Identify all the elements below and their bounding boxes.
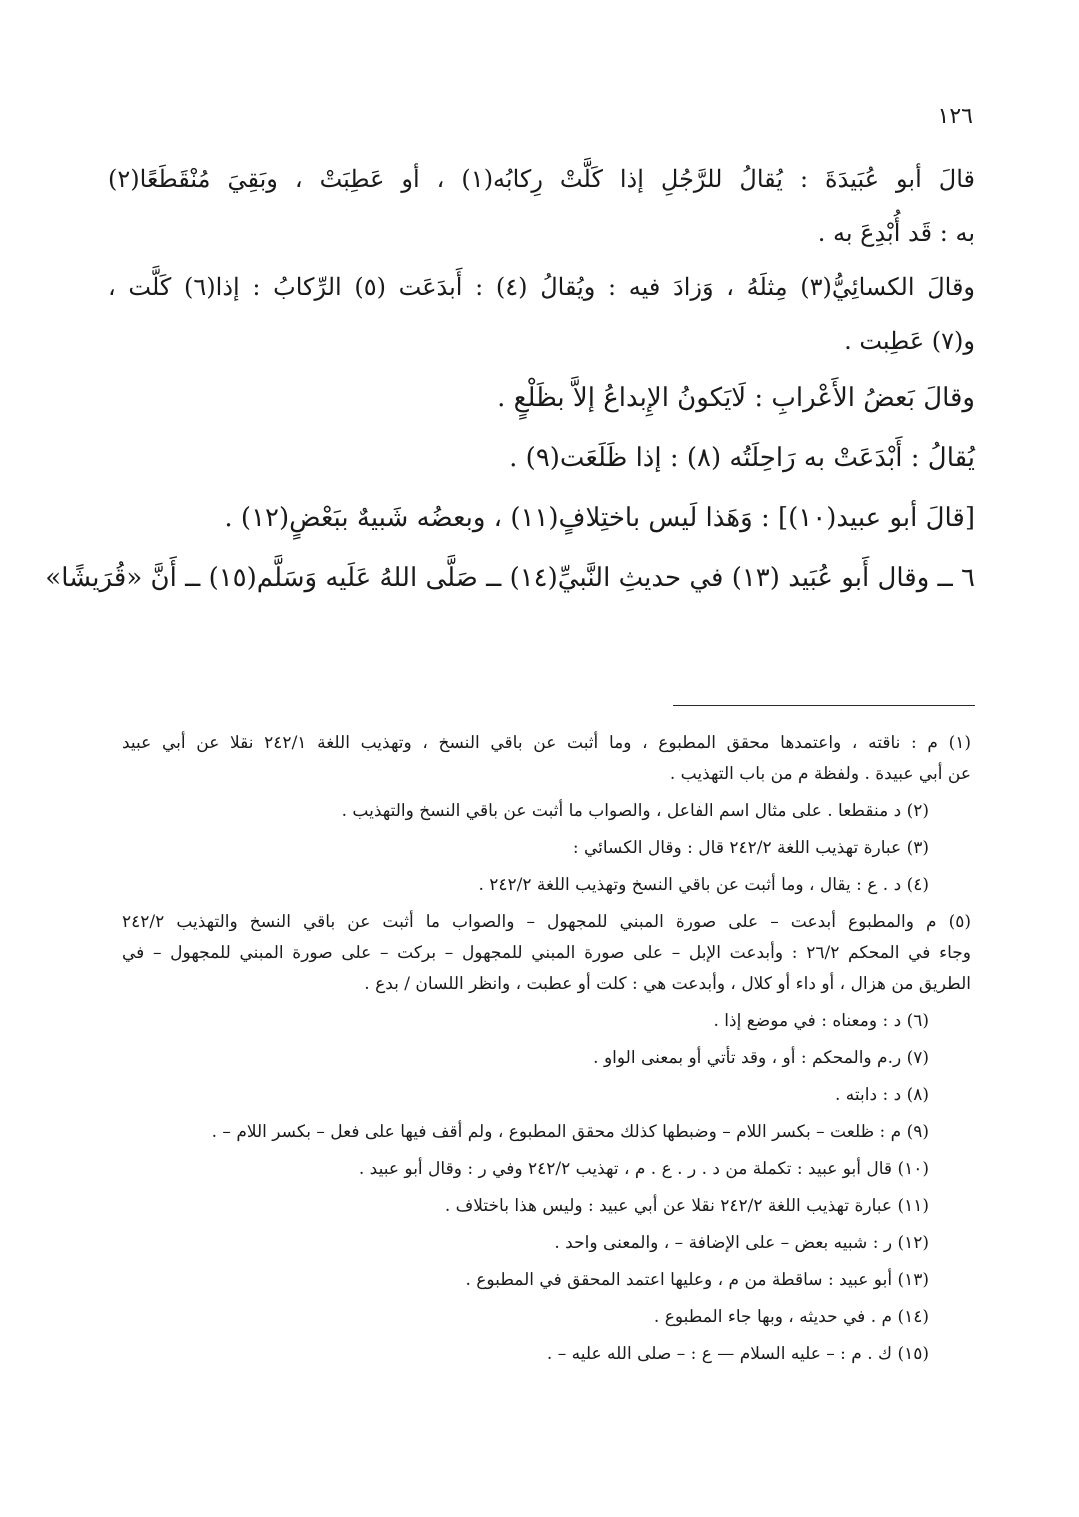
- main-text-line: ٦ ــ وقال أَبو عُبَيد (١٣) في حديثِ النَّبيِّ(١٤) ــ صَلَّى اللهُ عَلَيه وَسَلَّم(١٥) ــ أَنَّ «قُرَيشًا»: [45, 563, 975, 593]
- footnote-line: (٨) د : دابته .: [835, 1085, 929, 1105]
- main-text-line: وقالَ الكسائِيُّ(٣) مِثلَهُ ، وَزادَ فيه : ويُقالُ (٤) : أَبدَعَت (٥) الرِّكابُ : إذا(٦) كَلَّت ،: [108, 273, 976, 301]
- footnote-line: (١٣) أبو عبيد : ساقطة من م ، وعليها اعتمد المحقق في المطبوع .: [465, 1270, 929, 1290]
- main-text-line: وقالَ بَعضُ الأَعْرابِ : لَايَكونُ الإِبداعُ إلاَّ بظَلْعٍ .: [497, 383, 975, 413]
- main-text-line: به : قَد أُبْدِعَ به .: [817, 219, 975, 247]
- footnote-line: (٣) عبارة تهذيب اللغة ٢٤٢/٢ قال : وقال الكسائي :: [572, 838, 929, 858]
- main-text-line: قالَ أبو عُبَيدَةَ : يُقالُ للرَّجُلِ إذا كَلَّتْ رِكابُه(١) ، أو عَطِبَتْ ، وبَقِيَ مُنْقَطَعًا(٢): [108, 165, 976, 193]
- footnote-line: (١٠) قال أبو عبيد : تكملة من د . ر . ع . م ، تهذيب ٢٤٢/٢ وفي ر : وقال أبو عبيد .: [358, 1159, 929, 1179]
- footnote-line: (١٤) م . في حديثه ، وبها جاء المطبوع .: [653, 1307, 929, 1327]
- footnotes: [122, 728, 972, 1370]
- footnote-line: (٧) ر.م والمحكم : أو ، وقد تأتي أو بمعنى الواو .: [593, 1048, 929, 1068]
- page-number: ١٢٦: [937, 104, 973, 129]
- main-text-line: يُقالُ : أَبْدَعَتْ به رَاحِلَتُه (٨) : إذا ظَلَعَت(٩) .: [509, 443, 975, 473]
- footnote-line: (١) م : ناقته ، واعتمدها محقق المطبوع ، وما أثبت عن باقي النسخ ، وتهذيب اللغة ٢٤٢/١ نقلا عن أبي عبيد: [122, 733, 972, 753]
- footnote-line: (١٥) ك . م : – عليه السلام — ع : – صلى الله عليه – .: [546, 1344, 929, 1364]
- main-text-line: [قالَ أبو عبيد(١٠)] : وَهَذا لَيس باختِلافٍ(١١) ، وبعضُه شَبيهٌ ببَعْضٍ(١٢) .: [224, 503, 975, 533]
- footnote-line: (٩) م : ظلعت – بكسر اللام – وضبطها كذلك محقق المطبوع ، ولم أقف فيها على فعل – بكسر اللام – .: [211, 1122, 929, 1142]
- main-text-line: و(٧) عَطِبت .: [844, 327, 975, 355]
- footnote-line: (٥) م والمطبوع أبدعت – على صورة المبني للمجهول – والصواب ما أثبت عن باقي النسخ والتهذيب ٢٤٢/٢: [122, 912, 971, 932]
- footnote-line: الطريق من هزال ، أو داء أو كلال ، وأبدعت هي : كلت أو عطبت ، وانظر اللسان / بدع .: [364, 974, 971, 994]
- footnote-line: (١٢) ر : شبيه بعض – على الإضافة – ، والمعنى واحد .: [554, 1233, 929, 1253]
- main-text: [45, 152, 976, 608]
- footnote-separator: [673, 705, 975, 706]
- footnote-line: (٢) د منقطعا . على مثال اسم الفاعل ، والصواب ما أثبت عن باقي النسخ والتهذيب .: [341, 801, 929, 821]
- footnote-line: وجاء في المحكم ٢٦/٢ : وأبدعت الإبل – على صورة المبني للمجهول – بركت – على صورة المبني للمجهول – في: [122, 943, 972, 963]
- footnote-line: (٦) د : ومعناه : في موضع إذا .: [713, 1011, 929, 1031]
- footnote-line: (١١) عبارة تهذيب اللغة ٢٤٢/٢ نقلا عن أبي عبيد : وليس هذا باختلاف .: [444, 1196, 929, 1216]
- footnote-line: (٤) د . ع : يقال ، وما أثبت عن باقي النسخ وتهذيب اللغة ٢٤٢/٢ .: [478, 875, 929, 895]
- footnote-line: عن أبي عبيدة . ولفظة م من باب التهذيب .: [669, 764, 971, 784]
